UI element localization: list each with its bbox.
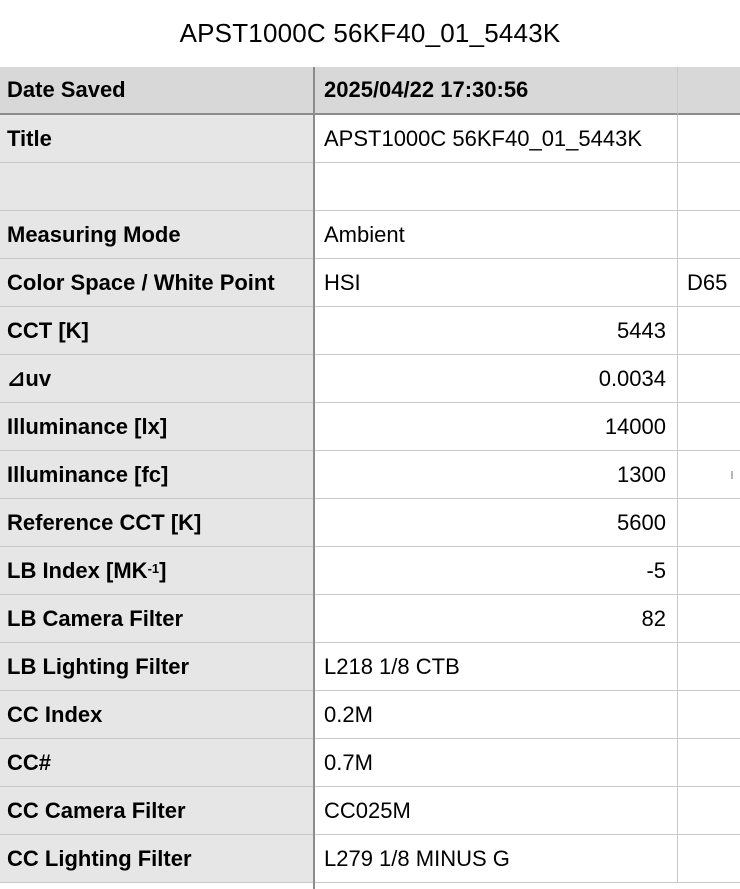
row-value-cc-lighting-filter[interactable]: L279 1/8 MINUS G [314, 835, 678, 883]
table-row [0, 403, 740, 451]
row-label-lb-lighting-filter[interactable]: LB Lighting Filter [0, 643, 314, 691]
row-value-lb-lighting-filter[interactable]: L218 1/8 CTB [314, 643, 678, 691]
row-label-empty[interactable] [0, 163, 314, 211]
row-label-measuring-mode[interactable]: Measuring Mode [0, 211, 314, 259]
table-row [0, 259, 740, 307]
row-extra-cell[interactable] [678, 163, 740, 211]
row-value-cc-index[interactable]: 0.2M [314, 691, 678, 739]
row-label-reference-cct[interactable]: Reference CCT [K] [0, 499, 314, 547]
table-row [0, 355, 740, 403]
row-value-reference-cct[interactable]: 5600 [314, 499, 678, 547]
column-divider [313, 67, 315, 889]
row-label-cc-index[interactable]: CC Index [0, 691, 314, 739]
row-value-cc-camera-filter[interactable]: CC025M [314, 787, 678, 835]
table-row [0, 739, 740, 787]
cell-marker [731, 471, 733, 479]
row-extra-cell[interactable] [678, 547, 740, 595]
row-extra-cell[interactable] [678, 787, 740, 835]
row-label-lb-camera-filter[interactable]: LB Camera Filter [0, 595, 314, 643]
row-label-illuminance-lx[interactable]: Illuminance [lx] [0, 403, 314, 451]
table-row [0, 691, 740, 739]
sheet-title: APST1000C 56KF40_01_5443K [179, 18, 561, 48]
lb-index-label-end: ] [159, 557, 167, 583]
table-row [0, 547, 740, 595]
row-extra-cell[interactable] [678, 643, 740, 691]
row-extra-white-point[interactable]: D65 [678, 259, 740, 307]
table-row [0, 787, 740, 835]
table-row [0, 307, 740, 355]
table-row [0, 835, 740, 883]
row-extra-cell[interactable] [678, 115, 740, 163]
row-value-empty[interactable] [314, 163, 678, 211]
row-value-lb-index[interactable]: -5 [314, 547, 678, 595]
row-value-title[interactable]: APST1000C 56KF40_01_5443K [314, 115, 678, 163]
row-label-color-space[interactable]: Color Space / White Point [0, 259, 314, 307]
row-value-cct[interactable]: 5443 [314, 307, 678, 355]
header-row [0, 67, 740, 115]
spreadsheet-table [0, 67, 740, 889]
row-extra-cell[interactable] [678, 835, 740, 883]
row-label-cc-number[interactable]: CC# [0, 739, 314, 787]
row-extra-cell[interactable] [678, 595, 740, 643]
row-extra-cell[interactable] [678, 307, 740, 355]
header-value-cell[interactable]: 2025/04/22 17:30:56 [314, 67, 678, 115]
table-row [0, 643, 740, 691]
row-value-illuminance-lx[interactable]: 14000 [314, 403, 678, 451]
row-extra-cell[interactable] [678, 451, 740, 499]
table-row [0, 211, 740, 259]
table-row [0, 451, 740, 499]
row-value-measuring-mode[interactable]: Ambient [314, 211, 678, 259]
table-row [0, 595, 740, 643]
header-extra-cell[interactable] [678, 67, 740, 115]
row-extra-cell[interactable] [678, 499, 740, 547]
header-label-cell[interactable]: Date Saved [0, 67, 314, 115]
row-extra-cell[interactable] [678, 739, 740, 787]
lb-index-label-text: LB Index [MK [7, 557, 148, 583]
table-row [0, 115, 740, 163]
row-value-cc-number[interactable]: 0.7M [314, 739, 678, 787]
row-value-illuminance-fc[interactable]: 1300 [314, 451, 678, 499]
row-extra-cell[interactable] [678, 691, 740, 739]
row-extra-cell[interactable] [678, 355, 740, 403]
row-value-lb-camera-filter[interactable]: 82 [314, 595, 678, 643]
row-value-color-space[interactable]: HSI [314, 259, 678, 307]
row-extra-cell[interactable] [678, 403, 740, 451]
row-label-cc-lighting-filter[interactable]: CC Lighting Filter [0, 835, 314, 883]
row-label-cct[interactable]: CCT [K] [0, 307, 314, 355]
row-label-lb-index[interactable]: LB Index [MK $^{-1}$ ] [0, 547, 314, 595]
row-extra-cell[interactable] [678, 211, 740, 259]
row-label-illuminance-fc[interactable]: Illuminance [fc] [0, 451, 314, 499]
row-label-cc-camera-filter[interactable]: CC Camera Filter [0, 787, 314, 835]
row-label-delta-uv[interactable]: ⊿uv [0, 355, 314, 403]
row-value-delta-uv[interactable]: 0.0034 [314, 355, 678, 403]
table-row [0, 163, 740, 211]
row-label-title[interactable]: Title [0, 115, 314, 163]
table-row [0, 499, 740, 547]
